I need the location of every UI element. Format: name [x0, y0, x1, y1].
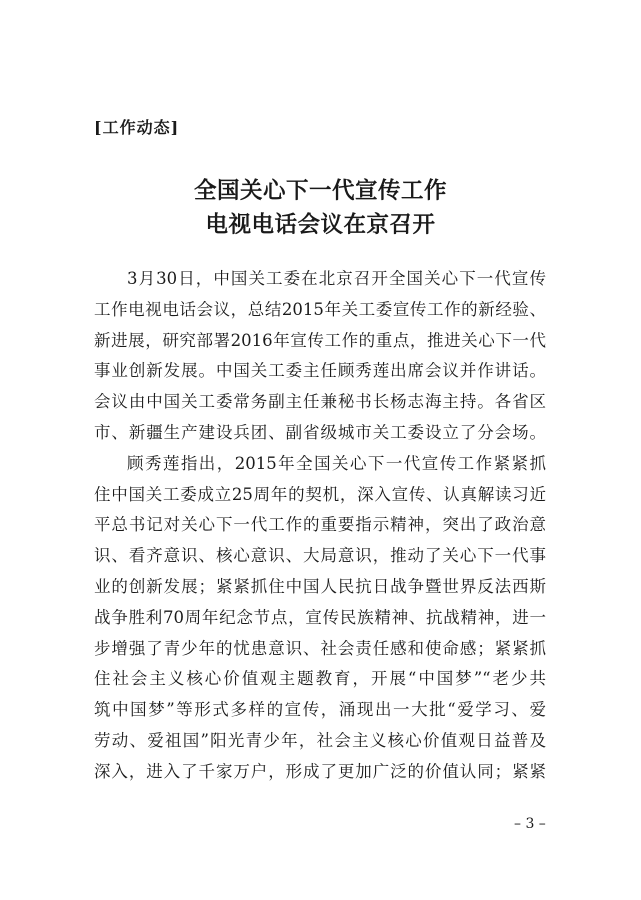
- paragraph: [94, 264, 546, 449]
- paragraph-line: 步增强了青少年的忧患意识、社会责任感和使命感；紧紧抓: [94, 638, 546, 658]
- article-title-line-1: 全国关心下一代宣传工作: [193, 178, 447, 204]
- paragraph-line: 平总书记对关心下一代工作的重要指示精神，突出了政治意: [94, 515, 546, 535]
- paragraph-line: 新进展，研究部署2016年宣传工作的重点，推进关心下一代: [94, 330, 546, 350]
- paragraph-line: 事业创新发展。中国关工委主任顾秀莲出席会议并作讲话。: [94, 361, 546, 381]
- paragraph-line: 劳动、爱祖国”阳光青少年，社会主义核心价值观日益普及: [94, 730, 546, 750]
- paragraph-line: 住中国关工委成立25周年的契机，深入宣传、认真解读习近: [94, 484, 546, 504]
- paragraph-line: 顾秀莲指出，2015年全国关心下一代宣传工作紧紧抓: [127, 453, 546, 473]
- paragraph-line: 识、看齐意识、核心意识、大局意识，推动了关心下一代事: [94, 546, 546, 566]
- paragraph-line: 战争胜利70周年纪念节点，宣传民族精神、抗战精神，进一: [94, 607, 546, 627]
- article-body: [94, 264, 546, 788]
- paragraph-line: 工作电视电话会议，总结2015年关工委宣传工作的新经验、: [94, 299, 546, 319]
- paragraph-line: 会议由中国关工委常务副主任兼秘书长杨志海主持。各省区: [94, 392, 546, 412]
- paragraph-line: 业的创新发展；紧紧抓住中国人民抗日战争暨世界反法西斯: [94, 576, 546, 596]
- page-number: – 3 –: [514, 816, 546, 832]
- article-title: [0, 174, 641, 242]
- paragraph-line: 市、新疆生产建设兵团、副省级城市关工委设立了分会场。: [94, 422, 546, 442]
- article-title-line-2: 电视电话会议在京召开: [205, 212, 436, 238]
- paragraph-line: 住社会主义核心价值观主题教育，开展“中国梦”“老少共: [94, 669, 546, 689]
- section-tag: [工作动态]: [94, 118, 180, 137]
- paragraph-line: 3月30日，中国关工委在北京召开全国关心下一代宣传: [127, 269, 546, 288]
- paragraph-line: 深入，进入了千家万户，形成了更加广泛的价值认同；紧紧: [94, 761, 546, 781]
- paragraph: [94, 449, 546, 788]
- paragraph-line: 筑中国梦”等形式多样的宣传，涌现出一大批“爱学习、爱: [94, 700, 546, 720]
